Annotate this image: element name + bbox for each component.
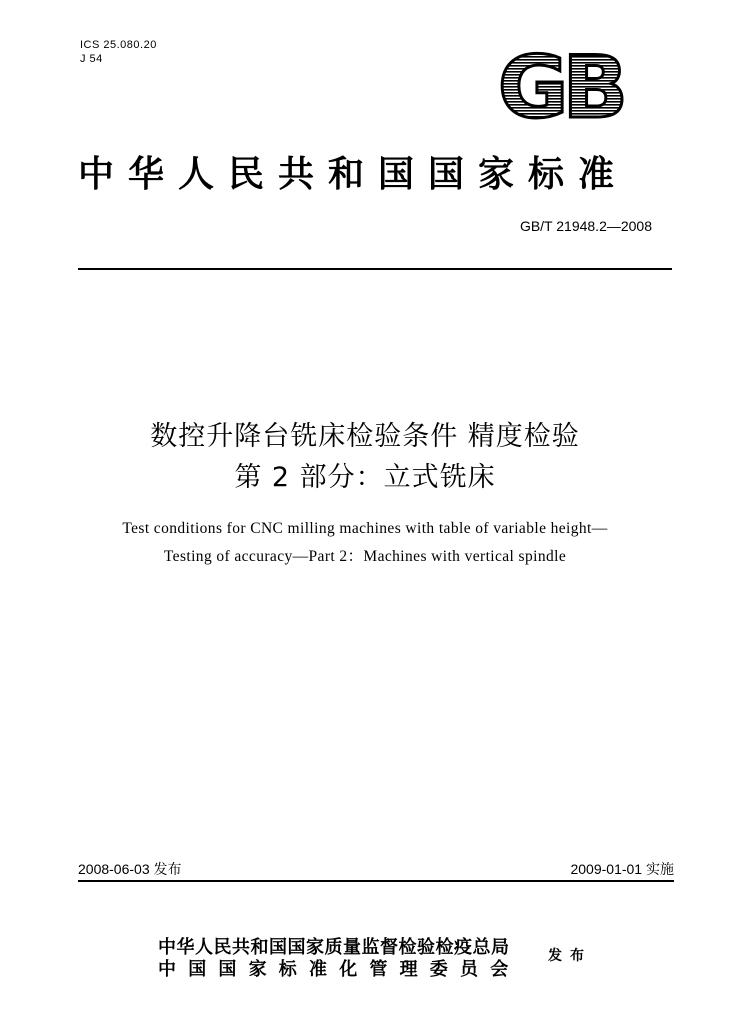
standard-organization-title: 中华人民共和国国家标准 (78, 153, 629, 195)
title-english-line-1: Test conditions for CNC milling machines with table of variable height— (122, 520, 608, 537)
title-chinese-line-1: 数控升降台铣床检验条件 精度检验 (150, 421, 580, 452)
publish-label: 发布 (548, 948, 592, 964)
issue-date: 2008-06-03 发布 (78, 861, 182, 877)
issuer-aqsiq: 中华人民共和国国家质量监督检验检疫总局 (158, 937, 510, 958)
title-chinese-line-2: 第 2 部分：立式铣床 (234, 462, 496, 493)
top-divider (78, 268, 672, 270)
gb-logo (484, 47, 636, 125)
ics-classification (80, 38, 157, 66)
implementation-date: 2009-01-01 实施 (570, 861, 674, 877)
title-english-line-2: Testing of accuracy—Part 2：Machines with vertical spindle (163, 548, 567, 565)
standard-number: GB/T 21948.2—2008 (519, 218, 652, 234)
bottom-divider (78, 880, 674, 882)
gb-logo-text: GB (497, 47, 623, 125)
ics-code: ICS 25.080.20 (80, 39, 157, 51)
ccs-code: J 54 (80, 53, 103, 65)
issuer-sac: 中国国家标准化管理委员会 (158, 959, 521, 980)
